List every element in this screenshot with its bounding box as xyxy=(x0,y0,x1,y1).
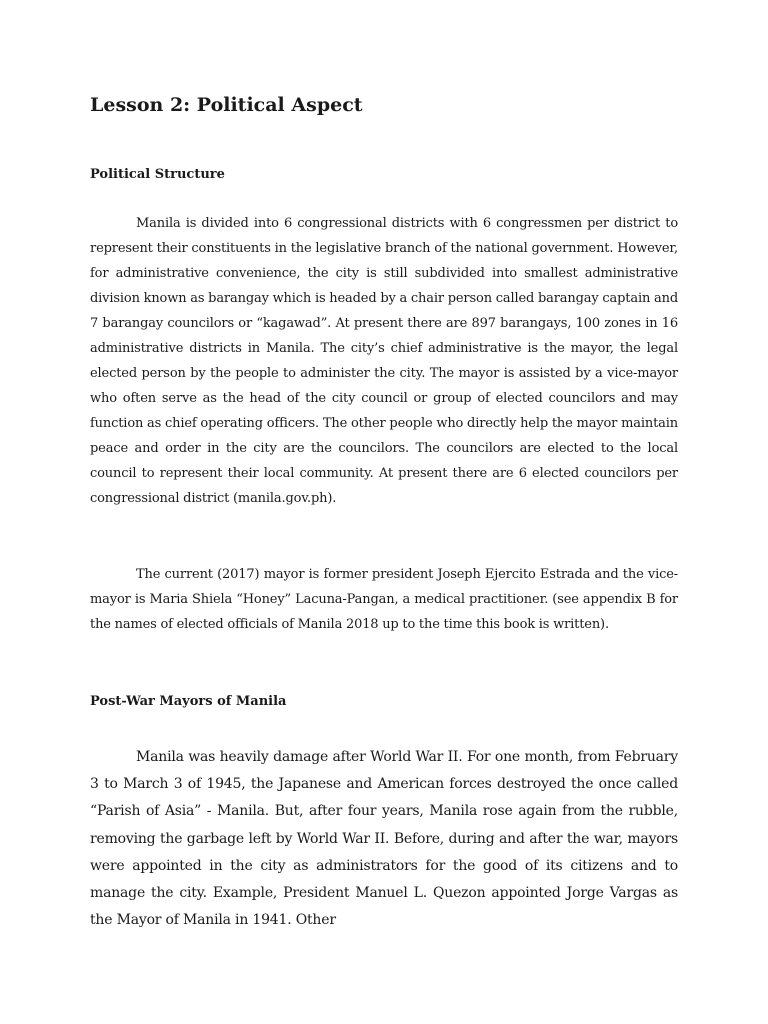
section-heading-political-structure: Political Structure xyxy=(90,167,225,182)
paragraph-post-war: Manila was heavily damage after World War II. For one month, from February 3 to March 3 of 1945, the Japanese and American forces destroyed the once called “Parish of Asia” - Manila. But, after four years, Manila rose again from the rubble, removing the garbage left by World War II. Before, during and after the war, mayors were appointed in the city as administrators for the good of its citizens and to manage the city. Example, President Manuel L. Quezon appointed Jorge Vargas as the Mayor of Manila in 1941. Other xyxy=(90,749,678,929)
paragraph-current-mayor: The current (2017) mayor is former president Joseph Ejercito Estrada and the vice-mayor is Maria Shiela “Honey” Lacuna-Pangan, a medical practitioner. (see appendix B for the names of elected officials of Manila 2018 up to the time this book is written). xyxy=(90,567,678,632)
section-heading-post-war-mayors: Post-War Mayors of Manila xyxy=(90,694,287,709)
lesson-title: Lesson 2: Political Aspect xyxy=(90,94,363,116)
paragraph-manila-districts: Manila is divided into 6 congressional districts with 6 congressmen per district to represent their constituents in the legislative branch of the national government. However, for administrative convenience, the city is still subdivided into smallest administrative division known as barangay which is headed by a chair person called barangay captain and 7 barangay councilors or “kagawad”. At present there are 897 barangays, 100 zones in 16 administrative districts in Manila. The city’s chief administrative is the mayor, the legal elected person by the people to administer the city. The mayor is assisted by a vice-mayor who often serve as the head of the city council or group of elected councilors and may function as chief operating officers. The other people who directly help the mayor maintain peace and order in the city are the councilors. The councilors are elected to the local council to represent their local community. At present there are 6 elected councilors per congressional district (manila.gov.ph). xyxy=(90,216,678,506)
